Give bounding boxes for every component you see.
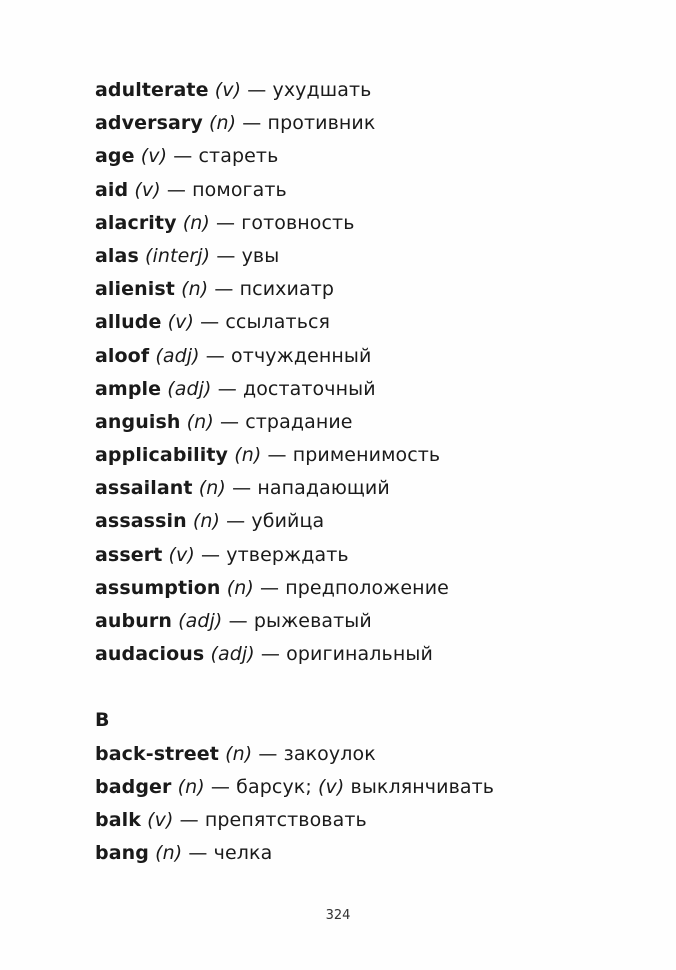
- glossary-entry: [95, 373, 655, 406]
- entry-translation: — нападающий: [225, 477, 390, 500]
- entry-pos: (adj): [155, 344, 200, 367]
- entry-translation: — утверждать: [194, 543, 349, 566]
- entry-translation-secondary: выклянчивать: [344, 775, 495, 798]
- entry-word: assert: [95, 543, 163, 566]
- entry-pos: (v): [168, 543, 195, 566]
- glossary-entry: [95, 340, 655, 373]
- glossary-entry: [95, 638, 655, 671]
- entry-word: adversary: [95, 112, 203, 135]
- entry-translation: — психиатр: [208, 278, 335, 301]
- entry-pos: (n): [225, 742, 253, 765]
- entry-translation: — челка: [182, 842, 273, 865]
- entry-pos: (n): [155, 842, 183, 865]
- glossary-entry: [95, 572, 655, 605]
- entry-word: alienist: [95, 278, 175, 301]
- entry-word: balk: [95, 808, 141, 831]
- glossary-entry: [95, 306, 655, 339]
- entry-word: badger: [95, 775, 172, 798]
- glossary-entry: [95, 439, 655, 472]
- entry-word: aid: [95, 178, 129, 201]
- entry-word: age: [95, 145, 135, 168]
- glossary-entry: [95, 738, 655, 771]
- glossary-entry: [95, 74, 655, 107]
- entry-translation: — отчужденный: [199, 344, 372, 367]
- entry-pos: (v): [147, 808, 174, 831]
- entry-translation: — ухудшать: [241, 79, 372, 101]
- entry-word: adulterate: [95, 79, 209, 101]
- entry-pos: (v): [140, 145, 168, 168]
- entry-word: assailant: [95, 477, 193, 500]
- glossary-entry: [95, 539, 655, 572]
- glossary-entry: [95, 771, 655, 804]
- entry-pos: (n): [234, 444, 262, 467]
- entry-translation: — барсук;: [204, 775, 319, 798]
- entry-translation: — препятствовать: [173, 808, 367, 831]
- entry-word: assassin: [95, 510, 187, 533]
- entry-pos: (interj): [145, 244, 211, 267]
- glossary-entry: [95, 605, 655, 638]
- entry-translation: — применимость: [261, 444, 441, 467]
- entry-pos: (n): [177, 775, 205, 798]
- entry-word: anguish: [95, 410, 181, 433]
- entry-word: auburn: [95, 610, 172, 632]
- section-heading-b: B: [95, 709, 110, 732]
- entry-pos: (n): [198, 477, 226, 500]
- entry-translation: — стареть: [167, 145, 279, 168]
- entry-translation: — помогать: [160, 178, 287, 201]
- entry-pos: (n): [209, 112, 237, 135]
- entry-pos: (v): [134, 178, 161, 201]
- glossary-entry: [95, 107, 655, 140]
- page-number: 324: [325, 908, 351, 923]
- entry-translation: — противник: [236, 112, 376, 135]
- entry-word: ample: [95, 377, 162, 400]
- entry-pos: (n): [192, 510, 221, 533]
- entry-pos: (adj): [167, 377, 212, 400]
- entry-word: applicability: [95, 444, 229, 467]
- entry-pos: (n): [226, 576, 254, 599]
- entry-word: alas: [95, 244, 139, 267]
- glossary-entry: [95, 273, 655, 306]
- glossary-entry: [95, 207, 655, 240]
- entry-translation: — убийца: [220, 510, 325, 533]
- glossary-entry: [95, 140, 655, 173]
- entry-translation: — страдание: [213, 410, 353, 433]
- glossary-entry: [95, 240, 655, 273]
- glossary-entry: [95, 174, 655, 207]
- entry-word: aloof: [95, 344, 150, 367]
- glossary-entry: [95, 837, 655, 870]
- entry-word: bang: [95, 842, 149, 865]
- entry-pos: (adj): [178, 610, 223, 632]
- entry-translation: — оригинальный: [254, 643, 433, 666]
- entry-pos: (v): [167, 311, 194, 334]
- glossary-entry: [95, 804, 655, 837]
- entry-translation: — рыжеватый: [222, 610, 372, 632]
- entry-word: alacrity: [95, 211, 177, 234]
- entry-pos: (n): [186, 410, 214, 433]
- entry-pos: (n): [182, 211, 210, 234]
- entry-pos: (adj): [210, 643, 255, 666]
- entry-pos: (v): [214, 79, 242, 101]
- entry-translation: — закоулок: [252, 742, 376, 765]
- glossary-entry: [95, 472, 655, 505]
- entry-translation: — увы: [210, 244, 280, 267]
- entry-word: audacious: [95, 643, 205, 666]
- entry-translation: — ссылаться: [193, 311, 331, 334]
- entry-translation: — предположение: [253, 576, 449, 599]
- entry-pos: (n): [181, 278, 209, 301]
- entry-pos-secondary: (v): [318, 775, 345, 798]
- glossary-list: [95, 74, 655, 870]
- entry-translation: — достаточный: [211, 377, 376, 400]
- entry-word: allude: [95, 311, 162, 334]
- entry-translation: — готовность: [209, 211, 355, 234]
- glossary-entry: [95, 505, 655, 538]
- entry-word: assumption: [95, 576, 221, 599]
- entry-word: back-street: [95, 742, 219, 765]
- glossary-entry: [95, 406, 655, 439]
